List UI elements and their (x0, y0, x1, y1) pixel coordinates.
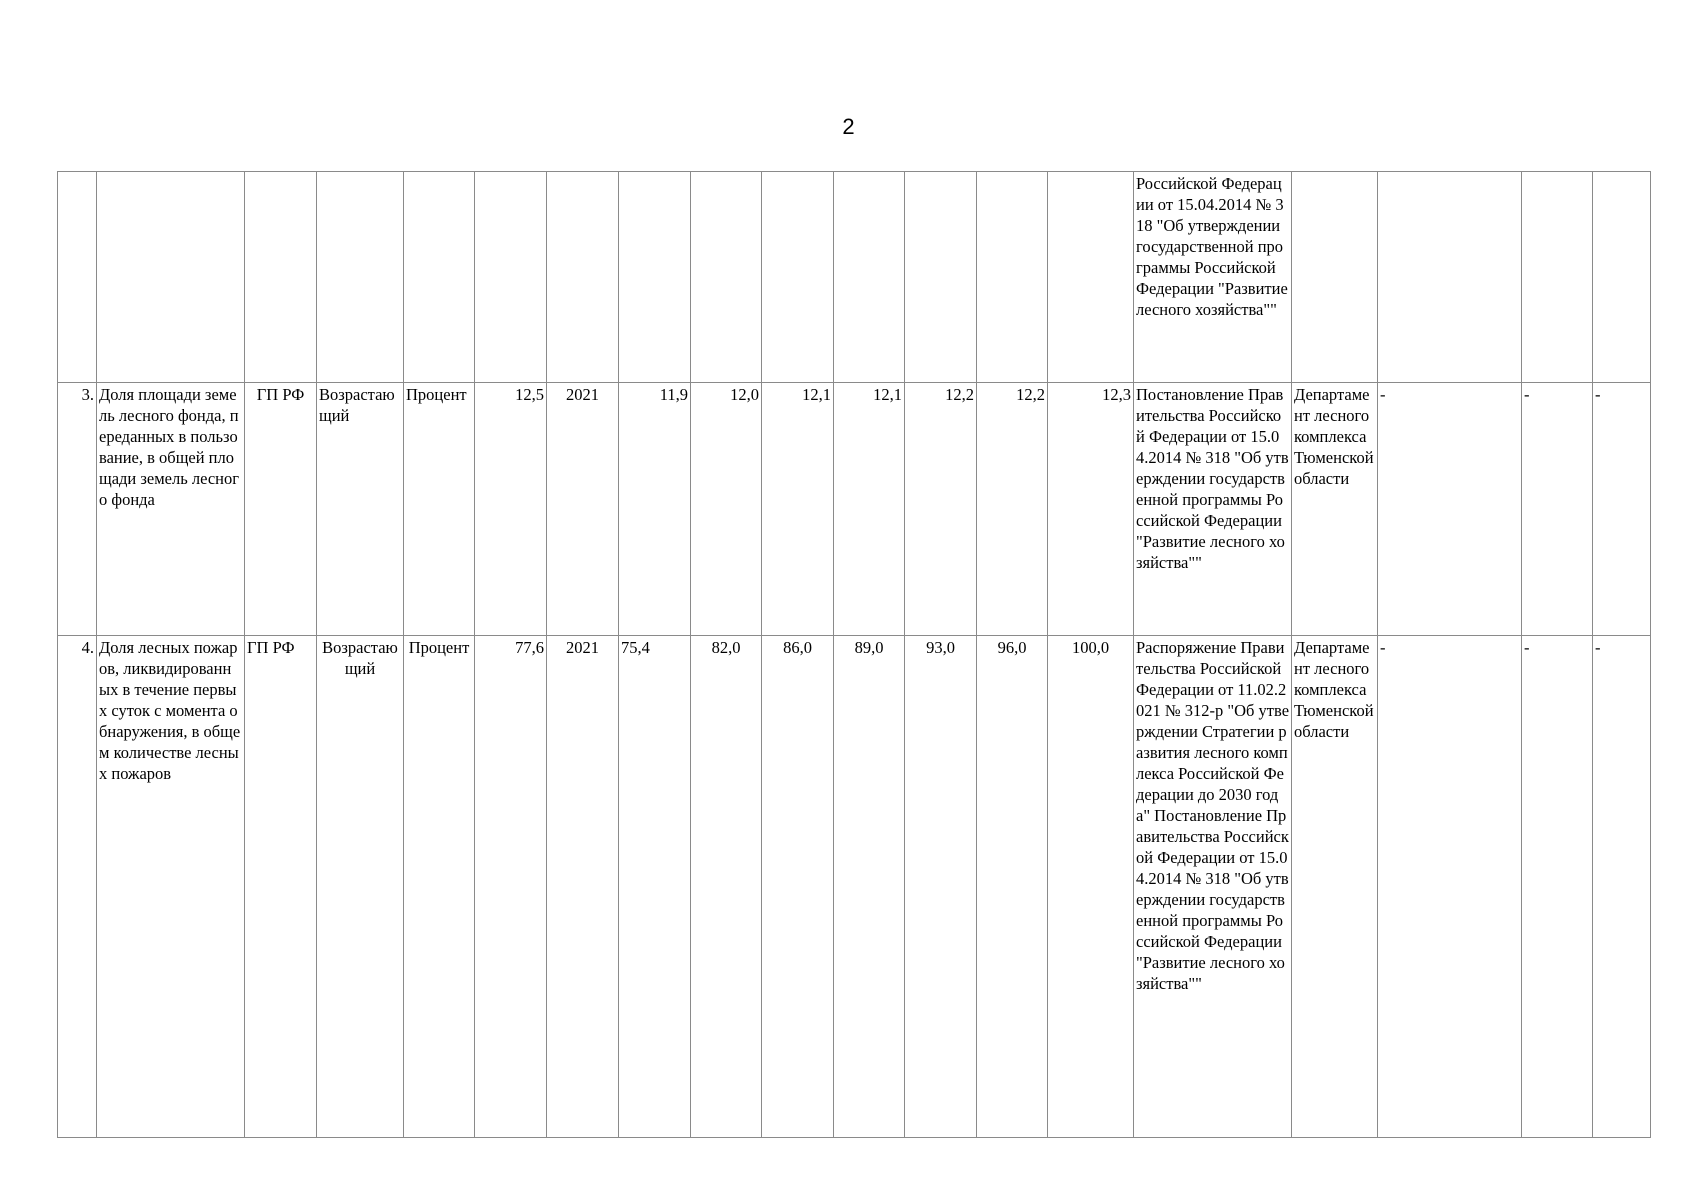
cell-value: 12,1 (762, 383, 834, 636)
cell-unit: Процент (404, 383, 475, 636)
cell-document: Постановление Правительства Российской Федерации от 15.04.2014 № 318 "Об утверждении государственной программы Российской Федерации "Развитие лесного хозяйства"" (1134, 383, 1292, 636)
cell-value: 11,9 (619, 383, 691, 636)
cell-value: 100,0 (1048, 636, 1134, 1138)
cell-dash: - (1522, 383, 1593, 636)
cell-document: Российской Федерации от 15.04.2014 № 318 "Об утверждении государственной программы Российской Федерации "Развитие лесного хозяйства"" (1134, 172, 1292, 383)
cell-trend: Возрастающий (317, 636, 404, 1138)
cell-dash: - (1593, 636, 1651, 1138)
table-row (58, 383, 1651, 636)
cell-value: 86,0 (762, 636, 834, 1138)
cell-value: 12,1 (834, 383, 905, 636)
cell-value: 12,2 (977, 383, 1048, 636)
indicators-table (57, 171, 1651, 1138)
cell-indicator-name: Доля площади земель лесного фонда, переданных в пользование, в общей площади земель лесного фонда (97, 383, 245, 636)
cell-indicator-name: Доля лесных пожаров, ликвидированных в течение первых суток с момента обнаружения, в общем количестве лесных пожаров (97, 636, 245, 1138)
cell-num: 3. (58, 383, 97, 636)
cell-num: 4. (58, 636, 97, 1138)
cell-dash: - (1378, 383, 1522, 636)
cell-value: 75,4 (619, 636, 691, 1138)
cell-dash: - (1593, 383, 1651, 636)
cell-responsible: Департамент лесного комплекса Тюменской области (1292, 383, 1378, 636)
cell-trend: Возрастающий (317, 383, 404, 636)
cell-value: 96,0 (977, 636, 1048, 1138)
cell-value: 12,2 (905, 383, 977, 636)
cell-value: 12,3 (1048, 383, 1134, 636)
cell-dash: - (1522, 636, 1593, 1138)
cell-base-value: 12,5 (475, 383, 547, 636)
cell-responsible: Департамент лесного комплекса Тюменской области (1292, 636, 1378, 1138)
cell-unit: Процент (404, 636, 475, 1138)
cell-value: 12,0 (691, 383, 762, 636)
cell-level: ГП РФ (245, 636, 317, 1138)
page-number: 2 (842, 114, 855, 139)
cell-level: ГП РФ (245, 383, 317, 636)
cell-base-value: 77,6 (475, 636, 547, 1138)
cell-value: 82,0 (691, 636, 762, 1138)
cell-dash: - (1378, 636, 1522, 1138)
cell-base-year: 2021 (547, 383, 619, 636)
cell-base-year: 2021 (547, 636, 619, 1138)
cell-value: 89,0 (834, 636, 905, 1138)
cell-value: 93,0 (905, 636, 977, 1138)
table-row (58, 636, 1651, 1138)
cell-document: Распоряжение Правительства Российской Федерации от 11.02.2021 № 312-р "Об утверждении Стратегии развития лесного комплекса Российской Федерации до 2030 года" Постановление Правительства Российской Федерации от 15.04.2014 № 318 "Об утверждении государственной программы Российской Федерации "Развитие лесного хозяйства"" (1134, 636, 1292, 1138)
table-row-continuation (58, 172, 1651, 383)
